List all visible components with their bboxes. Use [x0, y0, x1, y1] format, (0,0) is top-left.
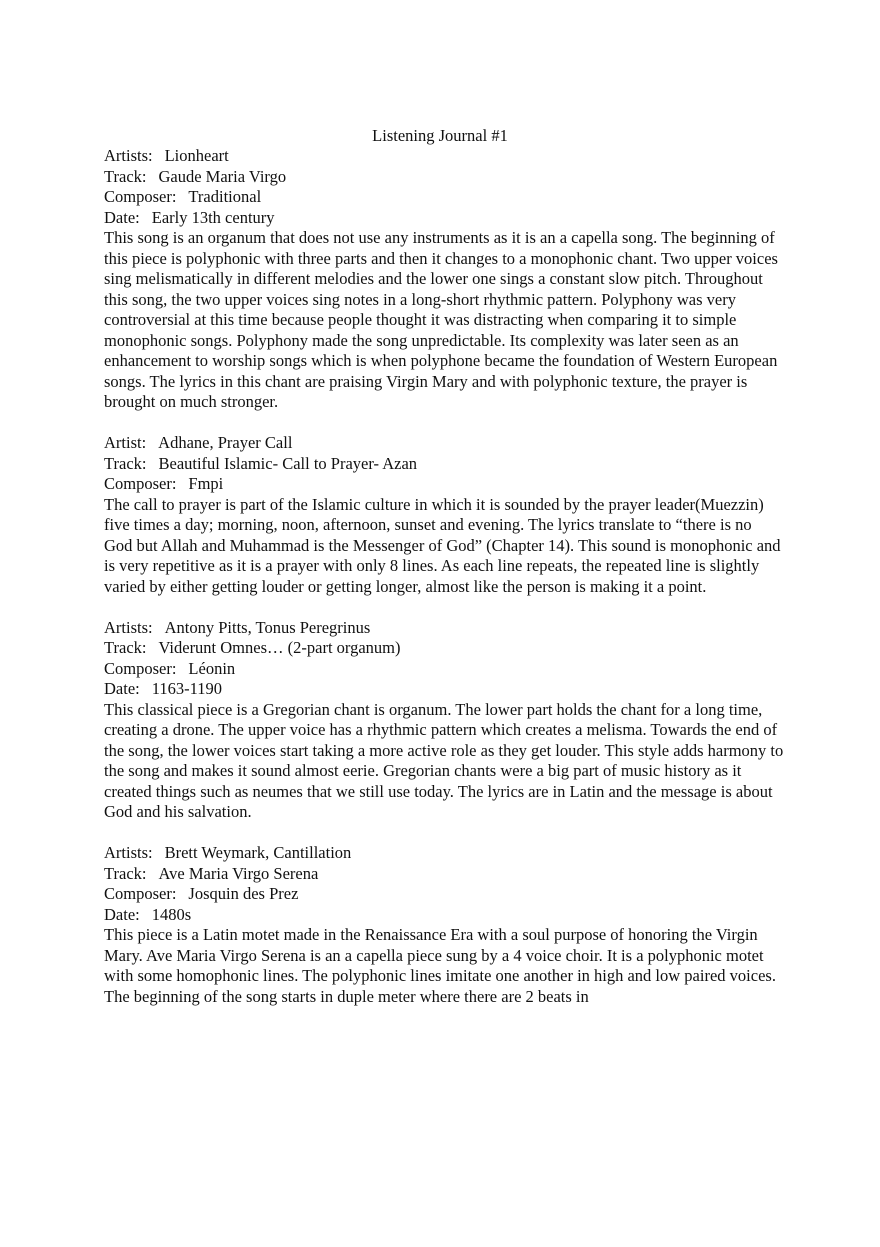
field-value: Adhane, Prayer Call [158, 433, 293, 452]
field-artists [104, 146, 784, 167]
field-value: Brett Weymark, Cantillation [164, 843, 352, 862]
field-label: Composer: [104, 884, 177, 903]
journal-entry [104, 843, 784, 1007]
journal-content [104, 146, 784, 1028]
field-value: 1480s [151, 904, 192, 924]
entry-paragraph: This song is an organum that does not use any instruments as it is an a capella song. The beginning of this piece is polyphonic with three parts and then it changes to a monophonic chant. Two upper voices sing melismatically in different melodies and the lower one sings a constant slow pitch. Throughout this song, the two upper voices sing notes in a long-short rhythmic pattern. Polyphony was very controversial at this time because people thought it was distracting when comparing it to simple monophonic songs. Polyphony made the song unpredictable. Its complexity was later seen as an enhancement to worship songs which is when polyphone became the foundation of Western European songs. The lyrics in this chant are praising Virgin Mary and with polyphonic texture, the prayer is brought on much stronger. [104, 228, 778, 411]
field-track [104, 638, 784, 659]
field-label: Artist: [104, 433, 147, 452]
field-composer [104, 659, 784, 680]
field-label: Track: [104, 863, 147, 883]
field-label: Date: [104, 679, 140, 698]
field-track [104, 864, 784, 885]
field-date [104, 208, 784, 229]
field-label: Date: [104, 904, 140, 924]
field-label: Artists: [104, 843, 153, 862]
field-value: Beautiful Islamic- Call to Prayer- Azan [158, 453, 418, 473]
field-label: Date: [104, 207, 140, 227]
field-value: Ave Maria Virgo Serena [158, 863, 319, 883]
field-label: Artists: [104, 617, 153, 637]
journal-entry [104, 433, 784, 597]
page-title: Listening Journal #1 [372, 126, 508, 145]
field-track [104, 454, 784, 475]
field-label: Composer: [104, 187, 177, 206]
entry-paragraph: The call to prayer is part of the Islamic culture in which it is sounded by the prayer leader(Muezzin) five times a day; morning, noon, afternoon, sunset and evening. The lyrics translate to “there is no God but Allah and Muhammad is the Messenger of God” (Chapter 14). This sound is monophonic and is very repetitive as it is a prayer with only 8 lines. As each line repeats, the repeated line is slightly varied by either getting louder or getting longer, almost like the person is making it a point. [104, 494, 781, 596]
field-value: Josquin des Prez [188, 884, 299, 903]
field-value: Fmpi [188, 474, 224, 493]
field-label: Track: [104, 166, 147, 186]
field-label: Track: [104, 638, 147, 657]
field-value: Léonin [188, 658, 236, 678]
entry-paragraph: This piece is a Latin motet made in the Renaissance Era with a soul purpose of honoring the Virgin Mary. Ave Maria Virgo Serena is an a capella piece sung by a 4 voice choir. It is a polyphonic motet with some homophonic lines. The polyphonic lines imitate one another in high and low paired voices. The beginning of the song starts in duple meter where there are 2 beats in [104, 925, 776, 1006]
field-value: Early 13th century [151, 207, 275, 227]
field-value: Antony Pitts, Tonus Peregrinus [164, 617, 371, 637]
field-date [104, 679, 784, 700]
field-composer [104, 474, 784, 495]
field-value: Gaude Maria Virgo [158, 166, 287, 186]
field-label: Composer: [104, 474, 177, 493]
field-value: Viderunt Omnes… (2-part organum) [158, 638, 401, 657]
field-label: Track: [104, 453, 147, 473]
field-value: Lionheart [164, 146, 229, 165]
field-label: Artists: [104, 146, 153, 165]
field-label: Composer: [104, 658, 177, 678]
field-composer [104, 884, 784, 905]
field-value: Traditional [188, 187, 262, 206]
field-artists [104, 618, 784, 639]
field-artist [104, 433, 784, 454]
entry-paragraph: This classical piece is a Gregorian chant is organum. The lower part holds the chant for a long time, creating a drone. The upper voice has a rhythmic pattern which creates a melisma. Towards the end of the song, the lower voices start taking a more active role as they get louder. This style adds harmony to the song and makes it sound almost eerie. Gregorian chants were a big part of music history as it created things such as neumes that we still use today. The lyrics are in Latin and the message is about God and his salvation. [104, 699, 784, 821]
field-value: 1163-1190 [151, 679, 223, 698]
field-artists [104, 843, 784, 864]
field-track [104, 167, 784, 188]
field-composer [104, 187, 784, 208]
field-date [104, 905, 784, 926]
journal-entry [104, 146, 784, 413]
journal-entry [104, 618, 784, 823]
